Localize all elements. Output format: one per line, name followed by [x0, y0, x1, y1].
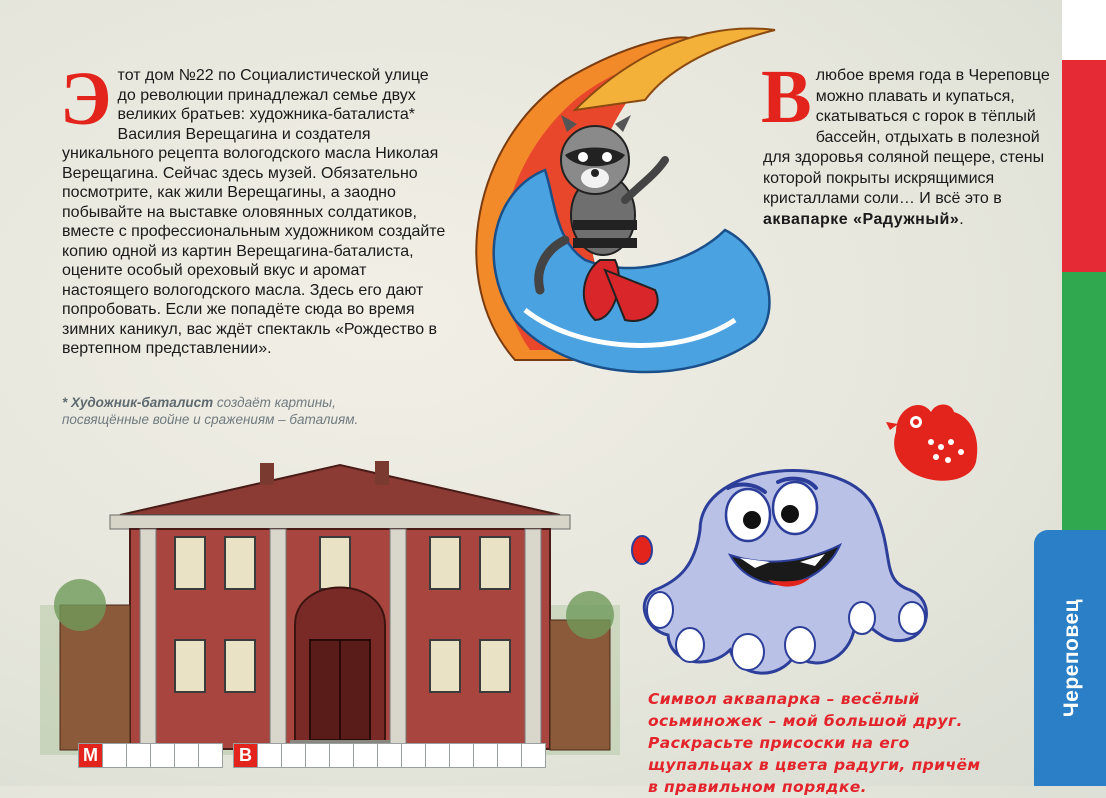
crossword-cell[interactable]	[473, 743, 498, 768]
crossword-strip-m[interactable]	[78, 743, 222, 768]
drop-cap: В	[761, 55, 812, 139]
crossword-first-letter: В	[233, 743, 258, 768]
museum-house-illustration	[40, 455, 620, 755]
crossword-cell[interactable]	[174, 743, 199, 768]
crossword-cell[interactable]	[329, 743, 354, 768]
footnote	[62, 394, 422, 428]
crossword-cell[interactable]	[497, 743, 522, 768]
museum-description	[60, 57, 450, 359]
city-tab-label: Череповец	[1060, 598, 1083, 717]
crossword-cell[interactable]	[126, 743, 151, 768]
crossword-cell[interactable]	[102, 743, 127, 768]
flag-stripe-white	[1062, 0, 1106, 60]
crossword-first-letter: М	[78, 743, 103, 768]
crossword-cell[interactable]	[521, 743, 546, 768]
flag-stripe-green	[1062, 272, 1106, 530]
waterpark-end: .	[959, 210, 964, 228]
crossword-cell[interactable]	[449, 743, 474, 768]
footnote-definition: создаёт картины, посвящённые войне и сражениям – баталиям.	[62, 395, 359, 427]
crossword-cell[interactable]	[257, 743, 282, 768]
octopus-caption: Символ аквапарка – весёлый осьминожек – мой большой друг. Раскрасьте присоски на его щупальцах в цвета радуги, причём в правильном порядке.	[648, 690, 981, 796]
waterpark-name: аквапарке «Радужный»	[763, 210, 960, 228]
crossword-cell[interactable]	[305, 743, 330, 768]
crossword-cell[interactable]	[150, 743, 175, 768]
crossword-cell[interactable]	[401, 743, 426, 768]
crossword-cell[interactable]	[281, 743, 306, 768]
crossword-cell[interactable]	[425, 743, 450, 768]
footnote-term: * Художник-баталист	[62, 395, 214, 410]
museum-paragraph: тот дом №22 по Социалистической улице до революции принадлежал семье двух великих братьев: художника-баталиста* Василия Верещагина и создателя уникального рецепта вологодского масла Николая Верещагина. Сейчас здесь музей. Обязательно посмотрите, как жили Верещагины, а заодно побывайте на выставке оловянных солдатиков, вместе с профессиональным художником создайте копию одной из картин Верещагина-баталиста, оцените особый ореховый вкус и аромат настоящего вологодского масла. Здесь его дают попробовать. Если же попадёте сюда во время зимних каникул, вас ждёт спектакль «Рождество в вертепном представлении».	[62, 67, 446, 357]
drop-cap: Э	[60, 57, 112, 141]
waterpark-paragraph: любое время года в Череповце можно плавать и купаться, скатываться с горок в тёплый бассейн, отдыхать в полезной для здоровья соляной пещере, стены которой покрыты искрящимися кристаллами соли… И всё это в	[763, 67, 1050, 207]
crossword-strip-v[interactable]	[233, 743, 545, 768]
crossword-cell[interactable]	[377, 743, 402, 768]
waterpark-description	[761, 55, 1053, 230]
octopus-mascot-illustration	[630, 440, 940, 685]
crossword-cell[interactable]	[353, 743, 378, 768]
raccoon-slide-illustration	[455, 20, 775, 440]
crossword-cell[interactable]	[198, 743, 223, 768]
